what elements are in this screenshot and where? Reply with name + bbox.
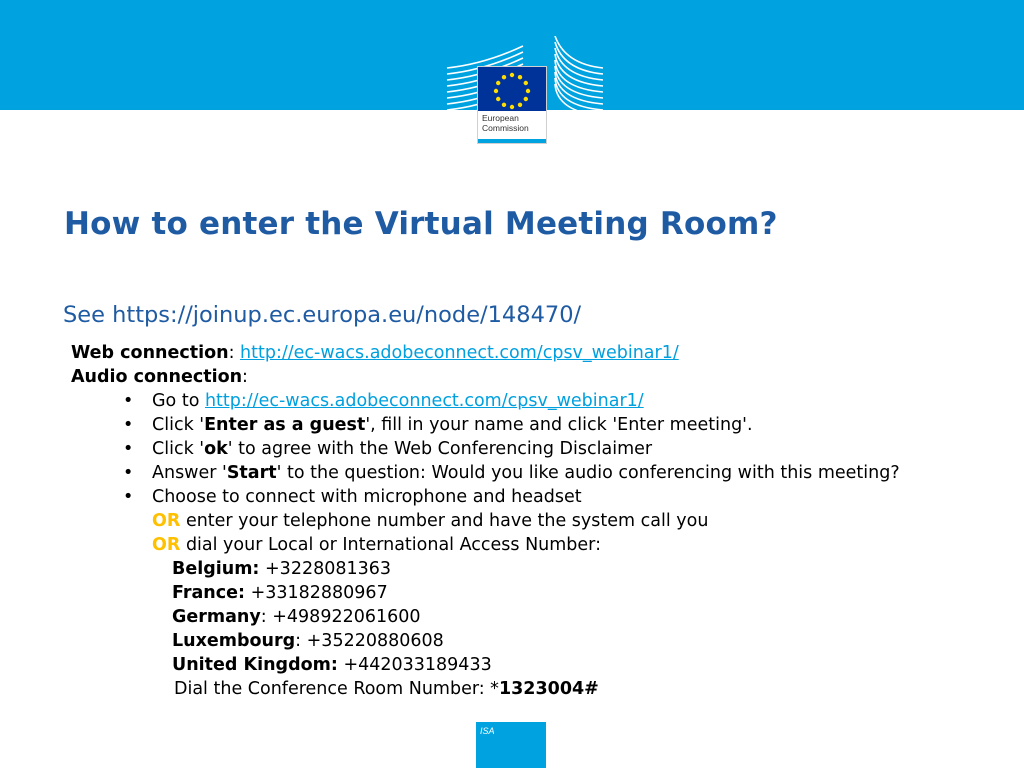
country-name: Belgium: — [172, 559, 260, 579]
step-bold: Enter as a guest — [204, 415, 366, 435]
step-text: Click ' — [152, 415, 205, 435]
logo-emblem-box — [477, 66, 547, 144]
step-go-to — [71, 389, 971, 413]
step-text: ' to agree with the Web Conferencing Disclaimer — [227, 439, 653, 459]
logo-underline — [478, 139, 546, 143]
phone-number: +442033189433 — [343, 655, 492, 675]
step-text: Answer ' — [152, 463, 227, 483]
country-name: France: — [172, 583, 245, 603]
step-link[interactable]: http://ec-wacs.adobeconnect.com/cpsv_webinar1/ — [204, 391, 644, 411]
step-text: ' to the question: Would you like audio conferencing with this meeting? — [276, 463, 900, 483]
number-germany — [71, 605, 971, 629]
web-connection-sep: : — [228, 343, 241, 363]
number-belgium — [71, 557, 971, 581]
audio-connection-line — [71, 365, 971, 389]
logo-line-2: Commission — [482, 123, 529, 133]
step-text: Click ' — [152, 439, 205, 459]
audio-connection-sep: : — [242, 367, 248, 387]
number-sep: : — [295, 631, 307, 651]
step-text: Choose to connect with microphone and headset — [152, 487, 582, 507]
option-phone — [71, 509, 971, 533]
audio-connection-label: Audio connection — [71, 367, 243, 387]
instructions — [71, 341, 971, 701]
phone-number: +35220880608 — [306, 631, 444, 651]
web-connection-line — [71, 341, 971, 365]
conference-room-line — [71, 677, 971, 701]
phone-number: +3228081363 — [265, 559, 392, 579]
logo-text — [482, 113, 529, 133]
step-bold: ok — [204, 439, 228, 459]
page-title: How to enter the Virtual Meeting Room? — [64, 206, 778, 242]
step-ok — [71, 437, 971, 461]
conference-text: Dial the Conference Room Number: * — [174, 679, 499, 699]
step-choose — [71, 485, 971, 509]
or-label: OR — [152, 535, 181, 555]
phone-number: +33182880967 — [250, 583, 388, 603]
number-france — [71, 581, 971, 605]
country-name: Germany — [172, 607, 261, 627]
number-uk — [71, 653, 971, 677]
eu-flag-icon — [478, 67, 546, 111]
phone-number: +498922061600 — [272, 607, 421, 627]
number-luxembourg — [71, 629, 971, 653]
number-sep: : — [260, 607, 273, 627]
steps-list — [71, 389, 971, 509]
step-bold: Start — [226, 463, 277, 483]
isa-footer-badge — [476, 722, 546, 768]
step-enter-guest — [71, 413, 971, 437]
country-name: Luxembourg — [172, 631, 296, 651]
web-connection-link[interactable]: http://ec-wacs.adobeconnect.com/cpsv_webinar1/ — [240, 343, 679, 363]
option-text: dial your Local or International Access Number: — [185, 535, 601, 555]
or-label: OR — [152, 511, 181, 531]
country-name: United Kingdom: — [172, 655, 338, 675]
step-start — [71, 461, 971, 485]
see-url-line: See https://joinup.ec.europa.eu/node/148470/ — [63, 302, 582, 328]
european-commission-logo — [445, 36, 605, 146]
option-dial — [71, 533, 971, 557]
isa-label: ISA — [480, 726, 495, 736]
web-connection-label: Web connection — [71, 343, 229, 363]
conference-number: 1323004# — [498, 679, 599, 699]
step-text: ', fill in your name and click 'Enter meeting'. — [365, 415, 753, 435]
option-text: enter your telephone number and have the system call you — [185, 511, 709, 531]
step-text: Go to — [152, 391, 205, 411]
logo-line-1: European — [482, 113, 519, 123]
